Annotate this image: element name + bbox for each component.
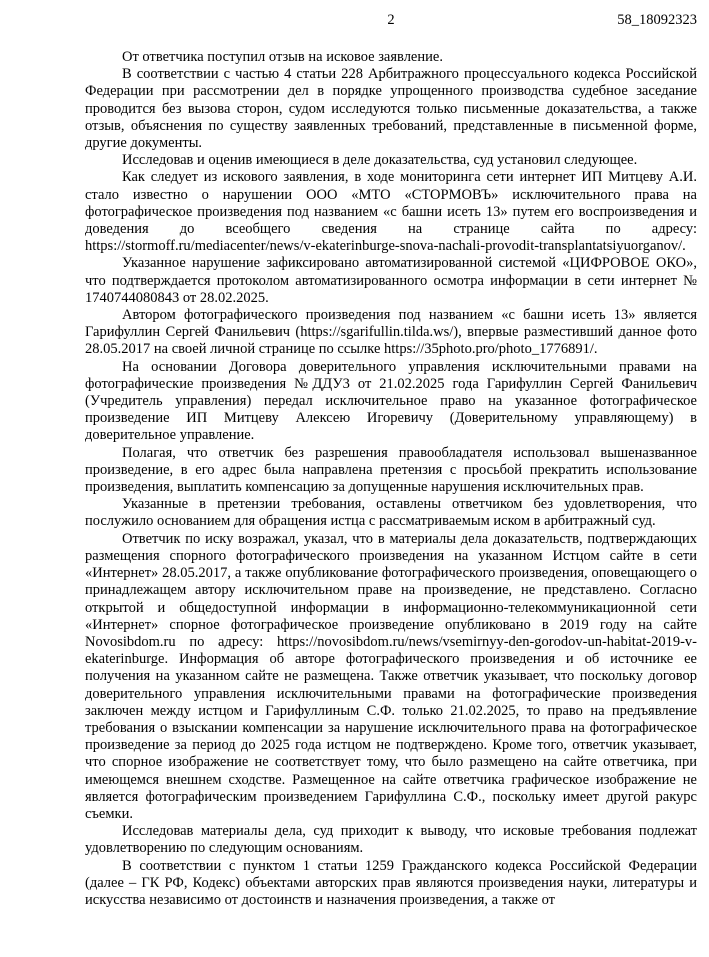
paragraph: На основании Договора доверительного управления исключительными правами на фотографические произведения №ДДУ3 от 21.02.2025 года Гарифуллин Сергей Фанильевич (Учредитель управления) передал исключительное право на указанное фотографическое произведение ИП Митцеву Алексею Игоревичу (Доверительному управляющему) в доверительное управление. [85, 358, 697, 444]
case-number: 58_18092323 [617, 12, 697, 28]
paragraph: Указанное нарушение зафиксировано автоматизированной системой «ЦИФРОВОЕ ОКО», что подтверждается протоколом автоматизированного осмотра информации в сети интернет № 1740744080843 от 28.02.2025. [85, 255, 697, 306]
paragraph: Полагая, что ответчик без разрешения правообладателя использовал вышеназванное произведение, в его адрес была направлена претензия с просьбой прекратить использование произведения, выплатить компенсацию за допущенные нарушения исключительных прав. [85, 444, 697, 496]
page-number: 2 [387, 12, 395, 28]
paragraph: Автором фотографического произведения под названием «с башни исеть 13» является Гарифуллин Сергей Фанильевич (https://sgarifullin.tilda.ws/), впервые разместивший данное фото 28.05.2017 на своей личной странице по ссылке https://35photo.pro/photo_1776891/. [85, 307, 697, 358]
paragraph: Как следует из искового заявления, в ходе мониторинга сети интернет ИП Митцеву А.И. стало известно о нарушении ООО «МТО «СТОРМОВЪ» исключительного права на фотографическое произведения под названием «с башни исеть 13» путем его воспроизведения и доведения до всеобщего сведения на странице сайта по адресу: https://stormoff.ru/mediacenter/news/v-ekaterinburge-snova-nachali-provodit-transplantatsiyuorganov/. [85, 169, 697, 255]
paragraph: В соответствии с пунктом 1 статьи 1259 Гражданского кодекса Российской Федерации (далее – ГК РФ, Кодекс) объектами авторских прав являются произведения науки, литературы и искусства независимо от достоинств и назначения произведения, а также от [85, 857, 697, 908]
paragraph: Исследовав материалы дела, суд приходит к выводу, что исковые требования подлежат удовлетворению по следующим основаниям. [85, 823, 697, 857]
paragraph: В соответствии с частью 4 статьи 228 Арбитражного процессуального кодекса Российской Федерации при рассмотрении дел в порядке упрощенного производства судебное заседание проводится без вызова сторон, судом исследуются только письменные доказательства, а также отзыв, объяснения по существу заявленных требований, представленные в письменной форме, другие документы. [85, 66, 697, 152]
page-header [85, 12, 697, 30]
paragraph: От ответчика поступил отзыв на исковое заявление. [122, 49, 443, 65]
paragraph: Указанные в претензии требования, оставлены ответчиком без удовлетворения, что послужило основанием для обращения истца с рассматриваемым иском в арбитражный суд. [85, 496, 697, 530]
document-body [85, 49, 697, 909]
paragraph: Исследовав и оценив имеющиеся в деле доказательства, суд установил следующее. [122, 152, 638, 169]
paragraph: Ответчик по иску возражал, указал, что в материалы дела доказательств, подтверждающих размещения спорного фотографического произведения на указанном Истцом сайте в сети «Интернет» 28.05.2017, а также опубликование фотографического произведения, оповещающего о принадлежащем автору исключительном праве на произведение, не представлено. Согласно открытой и общедоступной информации в информационно-телекоммуникационной сети «Интернет» спорное фотографическое произведение опубликовано в 2019 году на сайте Novosibdom.ru по адресу: https://novosibdom.ru/news/vsemirnyy-den-gorodov-un-habitat-2019-v-ekaterinburge. Информация об авторе фотографического произведения и об источнике ее получения на указанном сайте не размещена. Также ответчик указывает, что поскольку договор доверительного управления исключительными правами на фотографические произведения заключен между истцом и Гарифуллиным С.Ф. только 21.02.2025, то право на предъявление требования о взыскании компенсации за нарушение исключительного права на фотографическое произведение за период до 2025 года истцом не подтверждено. Кроме того, ответчик указывает, что спорное изображение не соответствует тому, что было размещено на сайте ответчика, при имеющемся внешнем сходстве. Размещенное на сайте ответчика графическое изображение не является фотографическим произведением Гарифуллина С.Ф., поскольку имеет другой ракурс съемки. [85, 530, 697, 822]
